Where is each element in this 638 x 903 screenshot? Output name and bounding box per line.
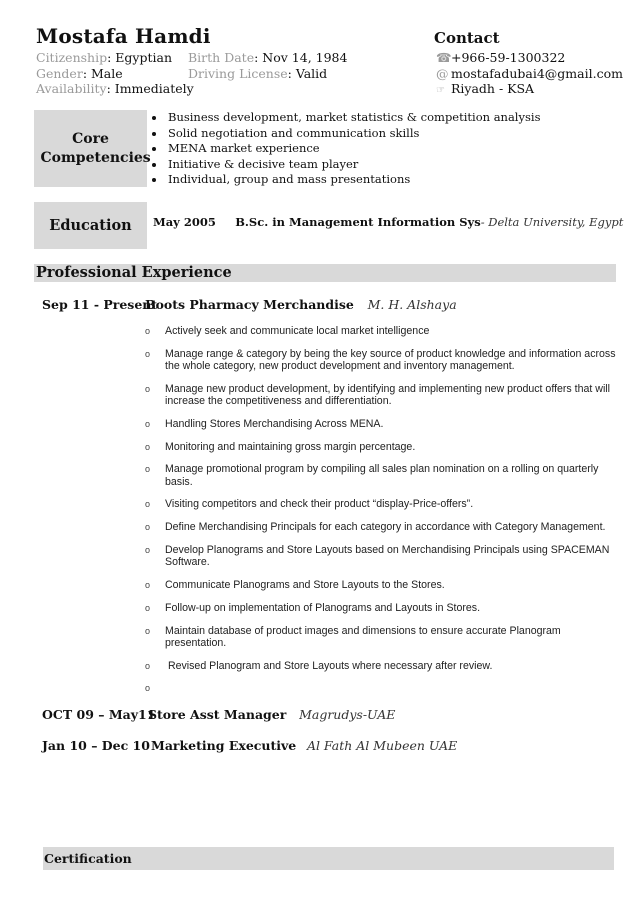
circle-bullet-icon: o bbox=[145, 499, 151, 510]
gender-label: Gender bbox=[36, 65, 83, 81]
circle-bullet-icon: o bbox=[145, 348, 151, 359]
competency-item: • MENA market experience bbox=[166, 141, 620, 157]
duty-item bbox=[145, 521, 620, 533]
availability-label: Availability bbox=[36, 81, 107, 96]
job-company: Al Fath Al Mubeen UAE bbox=[306, 738, 458, 753]
duty-text: Manage range & category by being the key source of product knowledge and information across the whole category, new product development and inventory management. bbox=[165, 347, 616, 372]
email-value[interactable]: mostafadubai4@gmail.com bbox=[451, 65, 623, 81]
email-row bbox=[436, 66, 623, 82]
duty-item bbox=[145, 418, 620, 430]
circle-bullet-icon: o bbox=[145, 326, 151, 336]
job-entry bbox=[42, 297, 157, 312]
job-dates: Jan 10 – Dec 10 bbox=[42, 738, 150, 753]
duty-item bbox=[145, 498, 620, 510]
duty-text: Manage new product development, by identifying and implementing new product offers that will increase the competitiveness and differentiation. bbox=[165, 382, 610, 407]
competency-item: • Individual, group and mass presentations bbox=[166, 172, 620, 188]
duty-item bbox=[145, 579, 620, 591]
competencies-list-wrap bbox=[150, 110, 620, 188]
availability-value: : Immediately bbox=[106, 81, 194, 96]
duty-text bbox=[165, 682, 620, 694]
phone-icon: ☎ bbox=[436, 50, 452, 65]
competency-item: • Solid negotiation and communication skills bbox=[166, 126, 620, 142]
license-value: : Valid bbox=[287, 65, 328, 81]
duty-text: Monitoring and maintaining gross margin percentage. bbox=[165, 440, 416, 453]
duty-item bbox=[145, 660, 620, 672]
job-dates: OCT 09 – May11 bbox=[42, 707, 156, 722]
job-role: Marketing Executive bbox=[151, 738, 297, 753]
duty-item bbox=[145, 441, 620, 453]
circle-bullet-icon: o bbox=[145, 522, 151, 533]
circle-bullet-icon: o bbox=[145, 544, 151, 555]
job-role: Store Asst Manager bbox=[148, 707, 287, 722]
education-degree: B.Sc. in Management Information Sys bbox=[235, 215, 481, 229]
circle-bullet-icon: o bbox=[145, 579, 151, 590]
competency-item: • Initiative & decisive team player bbox=[166, 157, 620, 173]
job-entry bbox=[42, 738, 150, 753]
duty-item bbox=[145, 625, 620, 649]
job-dates: Sep 11 - Present bbox=[42, 297, 158, 312]
contact-heading: Contact bbox=[434, 29, 500, 47]
pointing-hand-icon: ☞ bbox=[436, 85, 445, 96]
job-company: Magrudys-UAE bbox=[299, 707, 396, 722]
personal-info-col2 bbox=[188, 50, 347, 81]
license-row bbox=[188, 66, 347, 82]
gender-row bbox=[36, 66, 194, 82]
competency-item: • Business development, market statistics & competition analysis bbox=[166, 110, 620, 126]
job-title-row bbox=[148, 707, 395, 722]
job-role: Boots Pharmacy Merchandise bbox=[145, 297, 354, 312]
circle-bullet-icon: o bbox=[145, 418, 151, 429]
duty-text: Revised Planogram and Store Layouts where necessary after review. bbox=[165, 659, 493, 672]
duty-item bbox=[145, 602, 620, 614]
birth-row bbox=[188, 50, 347, 66]
duty-text: Define Merchandising Principals for each category in accordance with Category Management. bbox=[165, 521, 606, 534]
at-icon: @ bbox=[436, 65, 449, 81]
job-title-row bbox=[151, 738, 457, 753]
citizenship-value: : Egyptian bbox=[107, 50, 172, 65]
circle-bullet-icon: o bbox=[145, 602, 151, 613]
duty-item bbox=[145, 348, 620, 372]
competencies-list bbox=[150, 110, 620, 188]
phone-value[interactable]: +966-59-1300322 bbox=[451, 50, 566, 65]
duty-item bbox=[145, 325, 620, 337]
job-duties-list bbox=[145, 325, 620, 705]
phone-row bbox=[436, 50, 623, 66]
circle-bullet-icon: o bbox=[145, 441, 151, 452]
education-entry bbox=[153, 215, 623, 229]
duty-item bbox=[145, 544, 620, 568]
education-label: Education bbox=[34, 202, 147, 249]
location-row bbox=[436, 81, 623, 99]
education-date: May 2005 bbox=[153, 215, 216, 229]
birth-label: Birth Date bbox=[188, 50, 255, 65]
education-school: - Delta University, Egypt bbox=[480, 215, 624, 229]
duty-text: Visiting competitors and check their product “display-Price-offers”. bbox=[165, 498, 474, 511]
duty-text: Develop Planograms and Store Layouts based on Merchandising Principals using SPACEMAN Software. bbox=[165, 543, 610, 569]
license-label: Driving License bbox=[188, 65, 288, 81]
duty-text: Manage promotional program by compiling all sales plan nomination on a rolling on quarterly basis. bbox=[165, 463, 599, 488]
contact-info bbox=[436, 50, 623, 99]
availability-row bbox=[36, 81, 194, 97]
circle-bullet-icon: o bbox=[145, 683, 151, 694]
duty-item bbox=[145, 682, 620, 694]
core-competencies-label bbox=[34, 110, 151, 187]
circle-bullet-icon: o bbox=[145, 660, 151, 671]
duty-text: Follow-up on implementation of Planograms and Layouts in Stores. bbox=[165, 601, 481, 614]
circle-bullet-icon: o bbox=[145, 464, 151, 475]
duty-text: Maintain database of product images and dimensions to ensure accurate Planogram presentation. bbox=[165, 624, 561, 649]
duty-item bbox=[145, 463, 620, 487]
citizenship-row bbox=[36, 50, 194, 66]
resume-name: Mostafa Hamdi bbox=[36, 24, 211, 48]
experience-section-title: Professional Experience bbox=[36, 264, 232, 281]
core-competencies-text: Core Competencies bbox=[40, 130, 151, 166]
job-entry bbox=[42, 707, 155, 722]
circle-bullet-icon: o bbox=[145, 625, 151, 636]
job-title-row bbox=[145, 297, 457, 312]
personal-info-col1 bbox=[36, 50, 194, 97]
birth-value: : Nov 14, 1984 bbox=[254, 50, 348, 65]
location-value: Riyadh - KSA bbox=[451, 81, 535, 96]
gender-value: : Male bbox=[82, 65, 123, 81]
duty-text: Handling Stores Merchandising Across MENA. bbox=[165, 417, 384, 430]
citizenship-label: Citizenship bbox=[36, 50, 108, 65]
duty-item bbox=[145, 383, 620, 407]
duty-text: Communicate Planograms and Store Layouts to the Stores. bbox=[165, 578, 445, 591]
job-company: M. H. Alshaya bbox=[367, 297, 457, 312]
certification-section-title: Certification bbox=[44, 851, 132, 866]
circle-bullet-icon: o bbox=[145, 383, 151, 394]
duty-text: Actively seek and communicate local market intelligence bbox=[165, 325, 430, 337]
